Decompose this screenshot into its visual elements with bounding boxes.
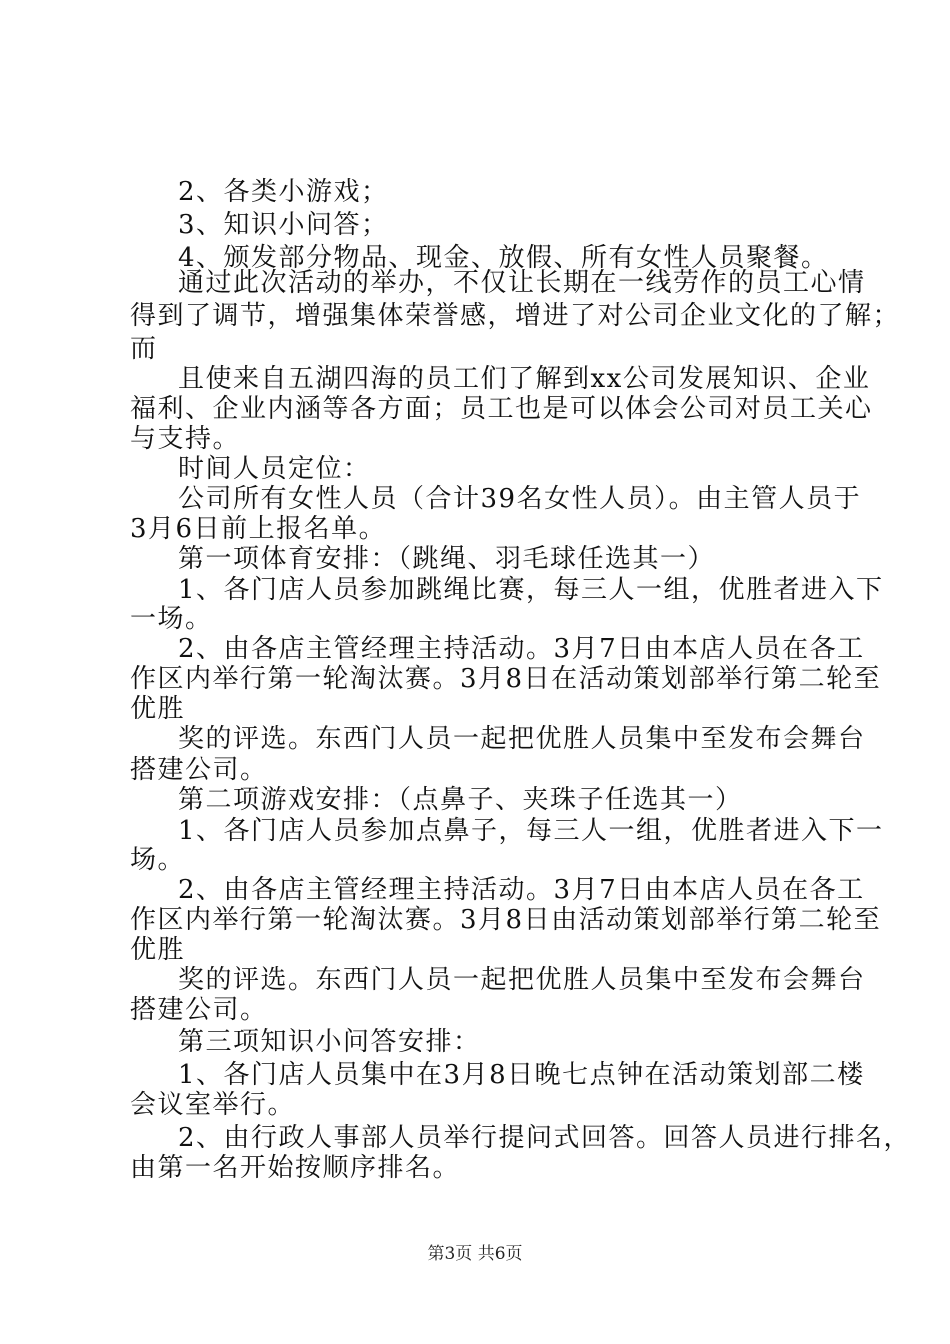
body-line: 公司所有女性人员（合计39名女性人员）。由主管人员于: [178, 484, 862, 514]
body-line: 与支持。: [130, 424, 241, 454]
body-line: 2、由各店主管经理主持活动。3月7日由本店人员在各工: [178, 634, 865, 664]
body-line: 第一项体育安排：（跳绳、羽毛球任选其一）: [178, 544, 716, 574]
body-line: 1、各门店人员参加跳绳比赛，每三人一组，优胜者进入下: [178, 575, 884, 605]
body-line: 得到了调节，增强集体荣誉感，增进了对公司企业文化的了解；: [130, 301, 901, 331]
body-line: 第二项游戏安排：（点鼻子、夹珠子任选其一）: [178, 785, 743, 815]
body-line: 通过此次活动的举办，不仅让长期在一线劳作的员工心情: [178, 268, 866, 298]
body-line: 2、由各店主管经理主持活动。3月7日由本店人员在各工: [178, 875, 865, 905]
body-line: 而: [130, 334, 158, 364]
body-line: 会议室举行。: [130, 1090, 296, 1120]
body-line: 优胜: [130, 935, 186, 965]
body-line: 2、各类小游戏；: [178, 177, 389, 207]
body-line: 第三项知识小问答安排：: [178, 1027, 481, 1057]
body-line: 3、知识小问答；: [178, 210, 389, 240]
body-line: 奖的评选。东西门人员一起把优胜人员集中至发布会舞台: [178, 965, 866, 995]
body-line: 由第一名开始按顺序排名。: [130, 1153, 461, 1183]
body-line: 3月6日前上报名单。: [130, 514, 387, 544]
body-line: 搭建公司。: [130, 755, 268, 785]
page-footer: 第3页 共6页: [427, 1244, 523, 1264]
body-line: 奖的评选。东西门人员一起把优胜人员集中至发布会舞台: [178, 724, 866, 754]
body-line: 一场。: [130, 604, 213, 634]
body-line: 1、各门店人员集中在3月8日晚七点钟在活动策划部二楼: [178, 1060, 865, 1090]
body-line: 时间人员定位：: [178, 454, 371, 484]
body-line: 搭建公司。: [130, 995, 268, 1025]
body-line: 作区内举行第一轮淘汰赛。3月8日由活动策划部举行第二轮至: [130, 905, 882, 935]
body-line: 福利、企业内涵等各方面；员工也是可以体会公司对员工关心: [130, 394, 873, 424]
body-line: 作区内举行第一轮淘汰赛。3月8日在活动策划部举行第二轮至: [130, 664, 882, 694]
body-line: 场。: [130, 845, 186, 875]
body-line: 且使来自五湖四海的员工们了解到xx公司发展知识、企业: [178, 364, 871, 394]
body-line: 2、由行政人事部人员举行提问式回答。回答人员进行排名，: [178, 1123, 912, 1153]
body-line: 4、颁发部分物品、现金、放假、所有女性人员聚餐。: [178, 243, 829, 273]
body-line: 1、各门店人员参加点鼻子，每三人一组，优胜者进入下一: [178, 816, 884, 846]
body-line: 优胜: [130, 694, 186, 724]
